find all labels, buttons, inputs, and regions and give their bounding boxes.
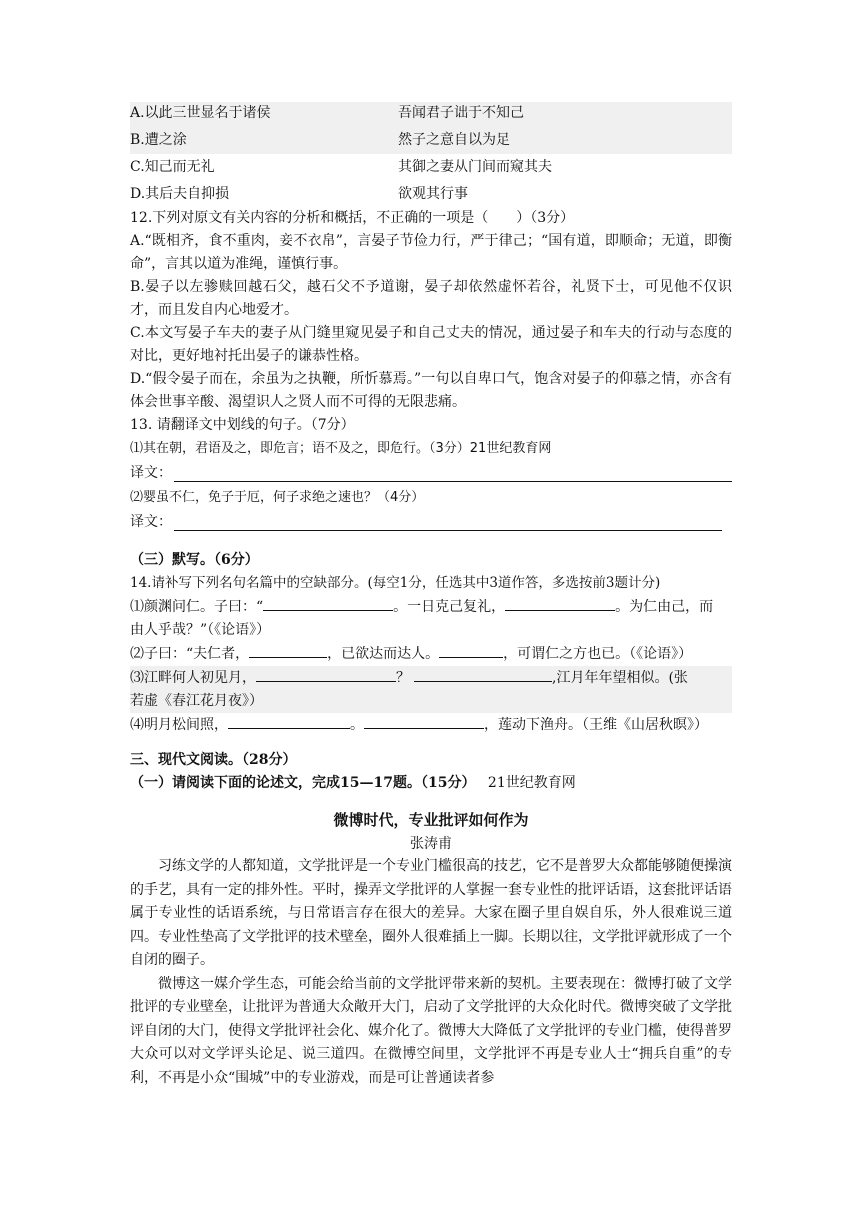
answer-label: 译文： [130,465,172,481]
q14-item-4 [130,713,732,737]
q11-option-c [130,154,732,181]
article-paragraph-2: 微博这一媒介学生态，可能会给当前的文学批评带来新的契机。主要表现在：微博打破了文学批评的专业壁垒，让批评为普通大众敞开大门，启动了文学批评的大众化时代。微博突破了文学批评自闭的大门，使得文学批评社会化、媒介化了。微博大大降低了文学批评的专业门槛，使得普罗大众可以对文学评头论足、说三道四。在微博空间里，文学批评不再是专业人士“拥兵自重”的专利，不再是小众“围城”中的专业游戏，而是可让普通读者参 [130,975,732,1086]
text: 。为仁由己，而 [615,599,714,615]
text: ，莲动下渔舟。（王维《山居秋暝》） [484,717,708,733]
subtitle-text: （一）请阅读下面的论述文，完成15—17题。（15分） [130,775,476,791]
text: 。一日克己复礼， [393,599,506,615]
text: ，已欲达而达人。 [327,646,440,662]
text: ，可谓仁之方也已。（《论语》） [503,646,693,662]
q12-option-d: D.“假令晏子而在，余虽为之执鞭，所忻慕焉。”一句以自卑口气，饱含对晏子的仰慕之情，亦含有体会世事辛酸、渴望识人之贤人而不可得的无限悲痛。 [130,371,732,410]
q12-option-b: B.晏子以左骖赎回越石父，越石父不予道谢，晏子却依然虚怀若谷，礼贤下士，可见他不仅识才，而且发自内心地爱才。 [130,279,732,318]
answer-underline [174,481,732,482]
q13-answer-line-2[interactable] [130,509,732,535]
text: ⑴颜渊问仁。子曰：“ [130,599,264,615]
blank[interactable] [414,666,552,682]
article-paragraph-1: 习练文学的人都知道，文学批评是一个专业门槛很高的技艺，它不是普罗大众都能够随便操演的手艺，具有一定的排外性。平时，操弄文学批评的人掌握一套专业性的批评话语，这套批评话语属于专业性的话语系统，与日常语言存在很大的差异。大家在圈子里自娱自乐，外人很难说三道四。专业性垫高了文学批评的技术壁垒，圈外人很难插上一脚。长期以往，文学批评就形成了一个自闭的圈子。 [130,858,732,968]
q11-option-d [130,181,732,207]
option-left: B.遭之涂 [130,132,187,148]
blank[interactable] [249,642,327,658]
text: ⑶江畔何人初见月， [130,670,256,686]
text: ⑵子曰：“夫仁者， [130,646,250,662]
q13-sentence-1: ⑴其在朝，君语及之，即危言；语不及之，即危行。（3分）21世纪教育网 [130,441,552,456]
text: ⑷明月松间照， [130,717,228,733]
q14-item-3 [130,666,732,690]
option-left: C.知己而无礼 [130,159,215,175]
q12-option-a: A.“既相齐，食不重肉，妾不衣帛”，言晏子节俭力行，严于律己；“国有道，即顺命；无道，即衡命”，言其以道为准绳，谨慎行事。 [130,233,732,272]
q14-stem: 14.请补写下列名句名篇中的空缺部分。(每空1分，任选其中3道作答，多选按前3题计分) [130,575,661,591]
article-author: 张涛甫 [410,836,452,852]
blank[interactable] [505,595,615,611]
blank[interactable] [256,666,396,682]
option-right: 然子之意自以为足 [398,132,510,148]
q13-stem: 13. 请翻译文中划线的句子。（7分） [130,417,355,433]
option-left: D.其后夫自抑损 [130,186,230,202]
answer-underline [174,530,722,531]
q14-item-1-cont: 由人乎哉？”（《论语》） [130,622,271,638]
q13-answer-line-1[interactable] [130,460,732,486]
text: ？ [396,670,410,686]
q13-sentence-2: ⑵婴虽不仁，免子于厄，何子求绝之速也？（4分） [130,490,425,505]
q14-item-3-cont: 若虚《春江花月夜》） [130,690,732,713]
article-title: 微博时代，专业批评如何作为 [333,811,529,829]
subtitle-note: 21世纪教育网 [487,775,576,791]
part-subtitle [130,772,732,795]
document-page [130,102,732,1090]
blank[interactable] [228,713,350,729]
q12-option-c: C.本文写晏子车夫的妻子从门缝里窥见晏子和自己丈夫的情况，通过晏子和车夫的行动与态度的对比，更好地衬托出晏子的谦恭性格。 [130,325,732,364]
q14-item-1 [130,595,732,619]
blank[interactable] [364,713,484,729]
part-title: 三、现代文阅读。（28分） [130,752,297,768]
q14-item-2 [130,642,732,666]
answer-label: 译文： [130,514,172,530]
option-right: 吾闻君子诎于不知己 [398,105,524,121]
option-right: 其御之妻从门间而窥其夫 [398,159,552,175]
option-left: A.以此三世显名于诸侯 [130,105,271,121]
q11-option-a [130,102,732,126]
blank[interactable] [439,642,503,658]
blank[interactable] [263,595,393,611]
q12-stem: 12.下列对原文有关内容的分析和概括，不正确的一项是（ ）（3分） [130,210,575,226]
text: 。 [350,717,364,733]
option-right: 欲观其行事 [398,186,468,202]
text: ,江月年年望相似。(张 [552,670,688,686]
q11-option-b [130,126,732,154]
section-title: （三）默写。（6分） [130,552,259,568]
